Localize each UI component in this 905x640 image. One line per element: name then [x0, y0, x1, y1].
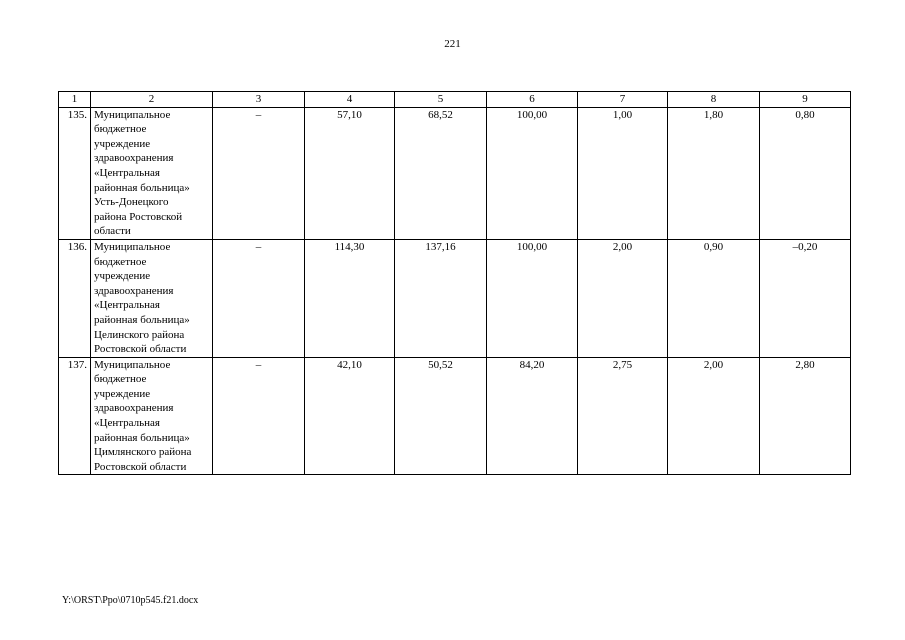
cell-col6: 100,00 [487, 107, 578, 239]
cell-col6: 84,20 [487, 357, 578, 475]
name-line: здравоохранения [94, 402, 174, 415]
name-line: районная больница» [94, 181, 190, 194]
header-cell: 7 [578, 92, 668, 108]
name-line: Муниципальное [94, 240, 171, 253]
institution-name [91, 107, 213, 239]
institution-name [91, 239, 213, 357]
row-number: 135. [59, 107, 91, 239]
header-cell: 9 [760, 92, 851, 108]
name-line: «Центральная [94, 417, 160, 430]
header-cell: 4 [305, 92, 395, 108]
table-row [59, 357, 851, 475]
name-line: Ростовской области [94, 460, 187, 473]
name-line: Муниципальное [94, 358, 171, 371]
name-line: учреждение [94, 387, 151, 400]
name-line: Муниципальное [94, 108, 171, 121]
cell-col4: 42,10 [305, 357, 395, 475]
header-cell: 1 [59, 92, 91, 108]
name-line: бюджетное [94, 373, 147, 386]
cell-col7: 2,00 [578, 239, 668, 357]
cell-col5: 50,52 [395, 357, 487, 475]
name-line: учреждение [94, 270, 151, 283]
cell-col9: 2,80 [760, 357, 851, 475]
cell-col6: 100,00 [487, 239, 578, 357]
data-table [58, 91, 851, 475]
header-cell: 6 [487, 92, 578, 108]
name-line: районная больница» [94, 313, 190, 326]
cell-col9: –0,20 [760, 239, 851, 357]
row-number: 137. [59, 357, 91, 475]
table-header-row [59, 92, 851, 108]
name-line: Ростовской области [94, 343, 187, 356]
cell-col8: 1,80 [668, 107, 760, 239]
row-number: 136. [59, 239, 91, 357]
cell-col4: 114,30 [305, 239, 395, 357]
name-line: районная больница» [94, 431, 190, 444]
name-line: бюджетное [94, 255, 147, 268]
name-line: «Центральная [94, 166, 160, 179]
header-cell: 3 [213, 92, 305, 108]
cell-col3: – [213, 239, 305, 357]
name-line: «Центральная [94, 299, 160, 312]
cell-col3: – [213, 107, 305, 239]
header-cell: 2 [91, 92, 213, 108]
page-number: 221 [444, 38, 461, 50]
name-line: Цимлянского района [94, 446, 192, 459]
name-line: области [94, 225, 131, 238]
cell-col5: 68,52 [395, 107, 487, 239]
cell-col7: 2,75 [578, 357, 668, 475]
cell-col8: 0,90 [668, 239, 760, 357]
cell-col4: 57,10 [305, 107, 395, 239]
cell-col8: 2,00 [668, 357, 760, 475]
name-line: бюджетное [94, 123, 147, 136]
name-line: здравоохранения [94, 284, 174, 297]
name-line: здравоохранения [94, 152, 174, 165]
cell-col9: 0,80 [760, 107, 851, 239]
name-line: Целинского района [94, 328, 185, 341]
name-line: Усть-Донецкого [94, 196, 169, 209]
footer-file-path: Y:\ORST\Ppo\0710p545.f21.docx [62, 595, 199, 606]
cell-col5: 137,16 [395, 239, 487, 357]
table-row [59, 107, 851, 239]
name-line: района Ростовской [94, 210, 183, 223]
table-row [59, 239, 851, 357]
institution-name [91, 357, 213, 475]
header-cell: 5 [395, 92, 487, 108]
name-line: учреждение [94, 137, 151, 150]
cell-col7: 1,00 [578, 107, 668, 239]
header-cell: 8 [668, 92, 760, 108]
cell-col3: – [213, 357, 305, 475]
